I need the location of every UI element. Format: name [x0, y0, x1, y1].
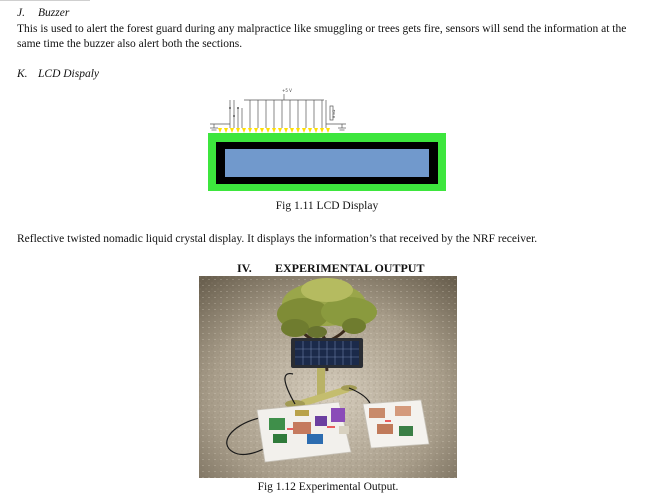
solar-panel — [291, 338, 363, 368]
lcd-figure-caption: Fig 1.11 LCD Display — [275, 200, 379, 212]
section-j-title: Buzzer — [38, 7, 70, 19]
section-j-body: This is used to alert the forest guard during any malpractice like smuggling or trees gets fire, sensors will send the information at the same time the buzzer also alert both the sections. — [17, 23, 627, 50]
section-k-title: LCD Dispaly — [38, 68, 100, 80]
section-k-letter: K. — [17, 68, 28, 80]
lcd-supply-label: +5 V — [282, 88, 292, 93]
page-top-rule — [0, 0, 90, 1]
lcd-resistor-label: 8 kΩ — [332, 109, 336, 118]
section-j-letter: J. — [17, 7, 25, 19]
lcd-figure — [206, 86, 448, 194]
section-iv-title: EXPERIMENTAL OUTPUT — [275, 261, 425, 275]
lcd-description: Reflective twisted nomadic liquid crystal display. It displays the information’s that received by the NRF receiver. — [17, 233, 538, 245]
section-j-heading — [17, 7, 69, 19]
experimental-output-caption: Fig 1.12 Experimental Output. — [257, 481, 399, 493]
experimental-output-photo — [199, 276, 457, 478]
section-iv-number: IV. — [237, 261, 252, 275]
experimental-setup-illustration — [199, 276, 457, 478]
lcd-wiring-schematic — [210, 94, 346, 130]
lcd-screen — [225, 149, 429, 177]
lcd-pin-row — [218, 128, 330, 133]
lcd-diagram — [206, 86, 448, 194]
section-k-heading — [17, 68, 99, 80]
section-iv-heading — [237, 261, 424, 276]
